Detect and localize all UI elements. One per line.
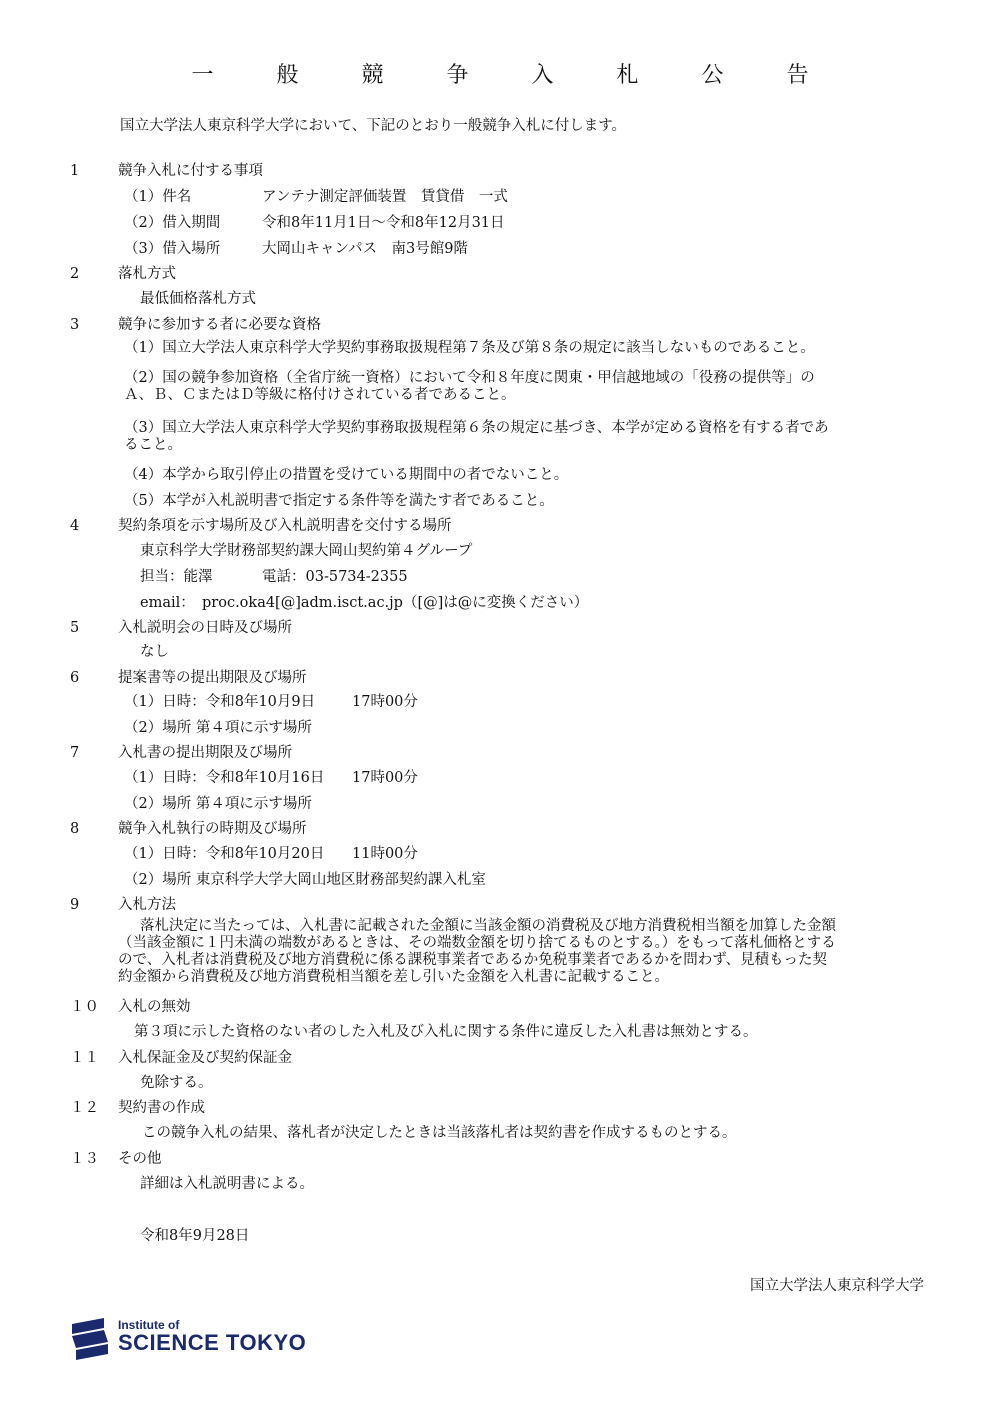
s4-phone: 電話：03-5734-2355: [262, 569, 408, 585]
intro-text: 国立大学法人東京科学大学において、下記のとおり一般競争入札に付します。: [120, 118, 627, 134]
logo-line-1: Institute of: [118, 1318, 180, 1332]
section-10-heading: [70, 996, 191, 1018]
section-title: 提案書等の提出期限及び場所: [118, 670, 307, 686]
section-title: 契約条項を示す場所及び入札説明書を交付する場所: [118, 518, 452, 534]
s11-body: 免除する。: [140, 1075, 213, 1091]
s3-item-1: （1）国立大学法人東京科学大学契約事務取扱規程第７条及び第８条の規定に該当しないものであること。: [124, 340, 815, 356]
institution-logo: [68, 1318, 328, 1366]
s9-line-3: ので、入札者は消費税及び地方消費税に係る課税事業者であるか免税事業者であるかを問わず、見積もった契: [118, 952, 828, 968]
organization-name: 国立大学法人東京科学大学: [750, 1278, 924, 1294]
section-number: 7: [70, 745, 80, 761]
s4-email: email： proc.oka4[@]adm.isct.ac.jp（[@]は@に変換ください）: [140, 595, 589, 611]
s6-item-1: （1）日時：令和8年10月9日: [124, 694, 316, 710]
section-1-heading: [70, 160, 263, 182]
page-title: 一 般 競 争 入 札 公 告: [191, 63, 837, 88]
s5-body: なし: [140, 644, 169, 660]
section-number: 4: [70, 518, 80, 534]
section-title: 入札方法: [118, 897, 176, 913]
section-title: 競争入札に付する事項: [118, 163, 263, 179]
s7-item-2: （2）場所 第４項に示す場所: [124, 796, 312, 812]
s7-item-1-time: 17時00分: [352, 770, 418, 786]
section-title: その他: [118, 1151, 162, 1167]
s4-contact: 担当：能澤: [140, 569, 213, 585]
s3-item-3-line-2: ること。: [124, 437, 182, 453]
s1-item-3-value: 大岡山キャンパス 南3号館9階: [262, 241, 468, 257]
item-label: （1）件名: [124, 189, 192, 205]
section-title: 契約書の作成: [118, 1100, 205, 1116]
section-number: 1: [70, 163, 80, 179]
section-number: １２: [70, 1100, 99, 1116]
s9-line-4: 約金額から消費税及び地方消費税相当額を差し引いた金額を入札書に記載すること。: [118, 969, 669, 985]
s1-item-2-value: 令和8年11月1日～令和8年12月31日: [262, 215, 505, 231]
logo-line-2: SCIENCE TOKYO: [118, 1330, 307, 1355]
s8-item-2: （2）場所 東京科学大学大岡山地区財務部契約課入札室: [124, 872, 486, 888]
s1-item-3: （3）借入場所: [124, 241, 221, 257]
section-9-heading: [70, 894, 176, 916]
section-3-heading: [70, 314, 321, 336]
section-number: 8: [70, 821, 80, 837]
section-8-heading: [70, 818, 307, 840]
section-number: 3: [70, 317, 80, 333]
s3-item-2-line-2: Ａ、Ｂ、ＣまたはＤ等級に格付けされている者であること。: [124, 387, 516, 403]
s8-item-1: （1）日時：令和8年10月20日: [124, 846, 325, 862]
notice-date: 令和8年9月28日: [140, 1228, 250, 1244]
s8-item-1-time: 11時00分: [352, 846, 418, 862]
section-title: 競争に参加する者に必要な資格: [118, 317, 321, 333]
section-13-heading: [70, 1148, 162, 1170]
s1-item-1-value: アンテナ測定評価装置 賃貸借 一式: [262, 189, 508, 205]
section-number: １０: [70, 999, 99, 1015]
s3-item-3: [124, 420, 829, 454]
section-title: 入札保証金及び契約保証金: [118, 1050, 292, 1066]
s9-line-2: （当該金額に１円未満の端数があるときは、その端数金額を切り捨てるものとする。）をもって落札価格とする: [118, 935, 836, 951]
s10-body: 第３項に示した資格のない者のした入札及び入札に関する条件に違反した入札書は無効とする。: [134, 1024, 758, 1040]
section-2-heading: [70, 263, 176, 285]
section-6-heading: [70, 667, 307, 689]
logo-mark-icon: [68, 1318, 112, 1364]
section-number: 5: [70, 620, 80, 636]
section-11-heading: [70, 1047, 292, 1069]
s9-line-1: 落札決定に当たっては、入札書に記載された金額に当該金額の消費税及び地方消費税相当額を加算した金額: [140, 918, 836, 934]
section-number: １１: [70, 1050, 99, 1066]
s12-body: この競争入札の結果、落札者が決定したときは当該落札者は契約書を作成するものとする。: [142, 1125, 737, 1141]
s1-item-1: [124, 186, 191, 208]
s9-body: [118, 918, 938, 986]
s3-item-4: （4）本学から取引停止の措置を受けている期間中の者でないこと。: [124, 467, 569, 483]
s13-body: 詳細は入札説明書による。: [140, 1176, 314, 1192]
s3-item-2: [124, 370, 815, 404]
s3-item-5: （5）本学が入札説明書で指定する条件等を満たす者であること。: [124, 493, 554, 509]
s2-body: 最低価格落札方式: [140, 291, 256, 307]
section-number: 2: [70, 266, 80, 282]
section-number: １３: [70, 1151, 99, 1167]
section-number: 9: [70, 897, 80, 913]
s3-item-2-line-1: （2）国の競争参加資格（全省庁統一資格）において令和８年度に関東・甲信越地域の「役務の提供等」の: [124, 370, 815, 386]
section-title: 入札書の提出期限及び場所: [118, 745, 292, 761]
s3-item-3-line-1: （3）国立大学法人東京科学大学契約事務取扱規程第６条の規定に基づき、本学が定める資格を有する者であ: [124, 420, 829, 436]
section-4-heading: [70, 515, 452, 537]
section-7-heading: [70, 742, 292, 764]
s6-item-2: （2）場所 第４項に示す場所: [124, 720, 312, 736]
s4-department: 東京科学大学財務部契約課大岡山契約第４グループ: [140, 543, 473, 559]
section-title: 落札方式: [118, 266, 176, 282]
s1-item-2: （2）借入期間: [124, 215, 221, 231]
section-title: 入札の無効: [118, 999, 191, 1015]
section-5-heading: [70, 617, 292, 639]
section-12-heading: [70, 1097, 205, 1119]
s7-item-1: （1）日時：令和8年10月16日: [124, 770, 325, 786]
section-number: 6: [70, 670, 80, 686]
section-title: 入札説明会の日時及び場所: [118, 620, 292, 636]
s6-item-1-time: 17時00分: [352, 694, 418, 710]
section-title: 競争入札執行の時期及び場所: [118, 821, 307, 837]
